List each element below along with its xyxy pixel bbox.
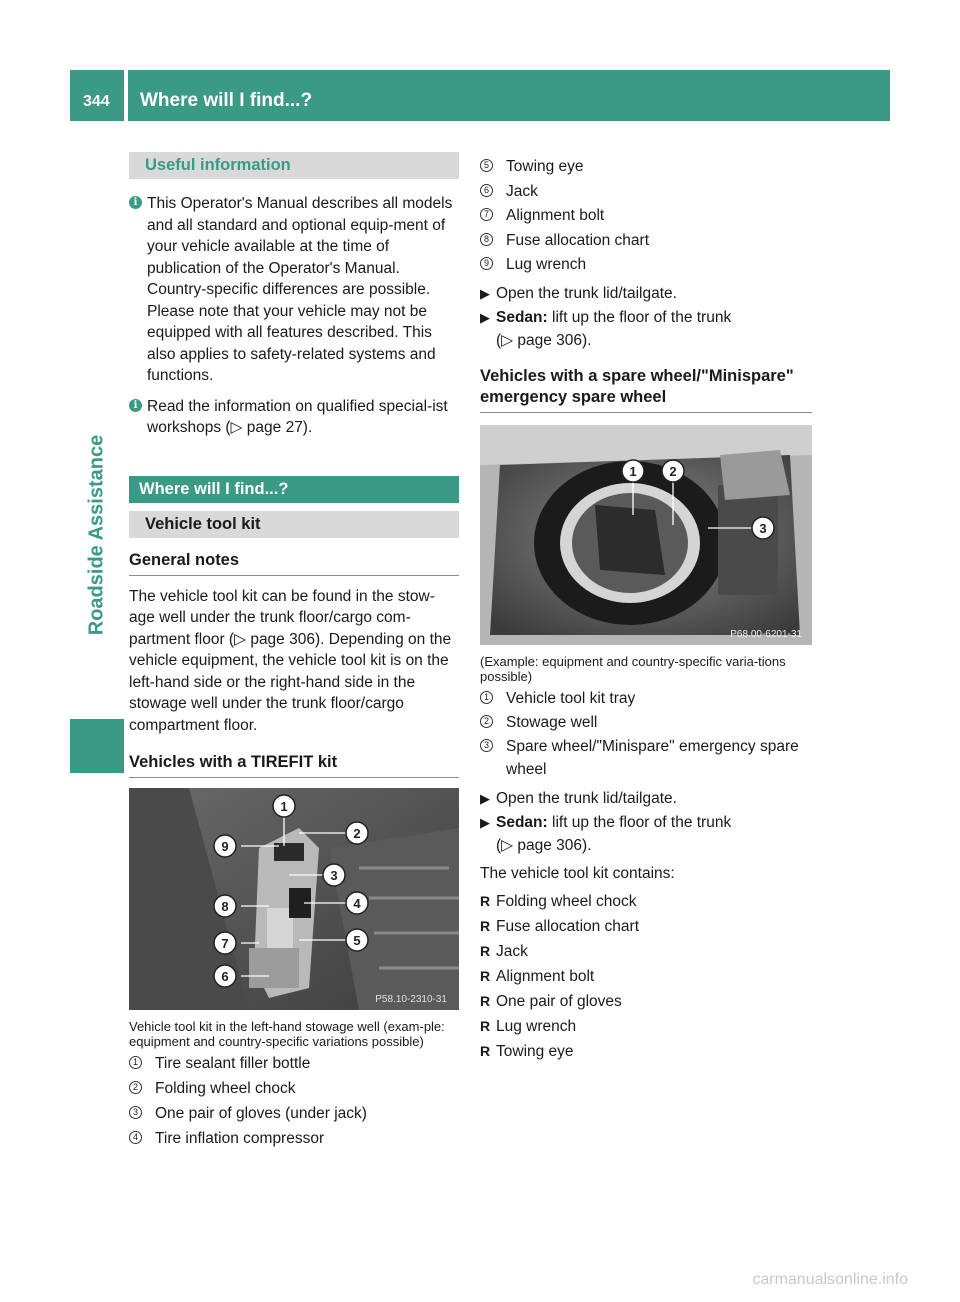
callout-number: 9: [480, 257, 493, 270]
list-item: [480, 1014, 812, 1039]
section-title: Where will I find...?: [139, 479, 289, 498]
callout-1: [273, 795, 295, 817]
list-item: [480, 914, 812, 939]
list-item-text: Fuse allocation chart: [496, 917, 640, 935]
r-bullet-icon: R: [480, 992, 491, 1009]
tool-kit-photo: [129, 788, 459, 1010]
svg-text:9: 9: [221, 839, 229, 854]
list-item: [480, 964, 812, 989]
legend-text: One pair of gloves (under jack): [155, 1105, 367, 1122]
callout-number: 1: [129, 1056, 142, 1069]
callout-3: [752, 517, 774, 539]
triangle-arrow-icon: ▶: [480, 791, 490, 806]
callout-2: [346, 822, 368, 844]
callout-6: [214, 965, 236, 987]
svg-text:2: 2: [353, 826, 361, 841]
list-item-text: Alignment bolt: [496, 967, 595, 985]
info-text: Read the information on qualified special-ist workshops (▷ page 27).: [147, 397, 448, 436]
figure-legend-continued: [480, 155, 812, 276]
figure-caption: Vehicle tool kit in the left-hand stowage well (exam-ple: equipment and country-specific variations possible): [129, 1019, 445, 1049]
svg-text:3: 3: [330, 868, 338, 883]
callout-9: [214, 835, 236, 857]
legend-item: [480, 735, 812, 781]
page-reference[interactable]: (▷ page 306).: [496, 332, 592, 349]
r-bullet-icon: R: [480, 1017, 491, 1034]
callout-number: 4: [129, 1131, 142, 1144]
list-item: [480, 989, 812, 1014]
svg-text:6: 6: [221, 969, 229, 984]
info-text: This Operator's Manual describes all models and all standard and optional equip-ment of your vehicle available at the time of publication of the Operator's Manual. Country-specific differences are possible. Please note that your vehicle may not be equipped with all features described. This also applies to safety-related systems and functions.: [147, 195, 453, 384]
legend-text: Stowage well: [506, 714, 598, 731]
step-label: Sedan:: [496, 814, 548, 831]
callout-number: 5: [480, 159, 493, 172]
tirefit-figure: [129, 788, 459, 1010]
r-bullet-icon: R: [480, 1042, 491, 1059]
general-notes-text: The vehicle tool kit can be found in the stow-age well under the trunk floor/cargo com-partment floor (▷ page 306). Depending on the vehicle equipment, the vehicle tool kit is on the left-hand side or the right-hand side in the stowage well under the trunk floor/cargo compartment floor.: [129, 587, 452, 734]
list-item: [480, 1039, 812, 1064]
info-note: [129, 396, 459, 439]
legend-item: [480, 687, 812, 710]
spare-wheel-photo: [480, 425, 812, 645]
section-header: [129, 476, 459, 503]
callout-number: 3: [129, 1106, 142, 1119]
useful-info-title: Useful information: [145, 156, 291, 174]
contents-list: [480, 889, 812, 1064]
callout-number: 6: [480, 184, 493, 197]
legend-item: [129, 1052, 459, 1075]
step-text: Open the trunk lid/tailgate.: [496, 790, 677, 807]
side-tab: [70, 140, 124, 700]
svg-text:2: 2: [669, 464, 677, 479]
callout-1: [622, 460, 644, 482]
step-text: lift up the floor of the trunk: [552, 309, 732, 326]
svg-text:1: 1: [629, 464, 637, 479]
legend-text: Spare wheel/"Minispare" emergency spare wheel: [506, 738, 799, 778]
step-text: lift up the floor of the trunk: [552, 814, 732, 831]
info-icon: i: [129, 196, 142, 209]
legend-item: [480, 229, 812, 252]
subsection-header: [129, 511, 459, 538]
callout-2: [662, 460, 684, 482]
callout-3: [323, 864, 345, 886]
action-step: [480, 787, 812, 810]
legend-item: [480, 204, 812, 227]
side-tab-label: Roadside Assistance: [85, 434, 108, 636]
action-step: [480, 282, 812, 305]
legend-text: Jack: [506, 182, 538, 200]
legend-text: Folding wheel chock: [155, 1080, 296, 1097]
page-title: Where will I find...?: [128, 70, 890, 121]
figure-caption: (Example: equipment and country-specific varia-tions possible): [480, 654, 786, 684]
svg-text:1: 1: [280, 799, 288, 814]
legend-item: [480, 155, 812, 178]
legend-text: Alignment bolt: [506, 207, 605, 224]
legend-item: [129, 1127, 459, 1150]
useful-info-header: [129, 152, 459, 179]
callout-number: 2: [129, 1081, 142, 1094]
right-column: [480, 155, 812, 1064]
list-item-text: One pair of gloves: [496, 992, 622, 1010]
footer-watermark[interactable]: carmanualsonline.info: [752, 1271, 908, 1288]
r-bullet-icon: R: [480, 892, 491, 909]
legend-text: Lug wrench: [506, 256, 587, 273]
page-reference[interactable]: (▷ page 306).: [496, 837, 592, 854]
list-item: [480, 889, 812, 914]
figure-code: P58.10-2310-31: [375, 994, 447, 1005]
callout-number: 8: [480, 233, 493, 246]
figure-code: P68.00-6201-31: [730, 629, 802, 640]
svg-text:3: 3: [759, 521, 767, 536]
list-item-text: Folding wheel chock: [496, 892, 637, 910]
triangle-arrow-icon: ▶: [480, 286, 490, 301]
spare-wheel-figure: [480, 425, 812, 645]
callout-number: 7: [480, 208, 493, 221]
figure-legend: [480, 687, 812, 781]
page-number: 344: [70, 70, 124, 121]
list-item-text: Lug wrench: [496, 1017, 577, 1035]
info-icon: i: [129, 399, 142, 412]
general-notes-heading: General notes: [129, 550, 459, 576]
legend-item: [480, 253, 812, 276]
legend-text: Vehicle tool kit tray: [506, 690, 636, 707]
callout-number: 2: [480, 715, 493, 728]
triangle-arrow-icon: ▶: [480, 310, 490, 325]
spare-wheel-heading: Vehicles with a spare wheel/"Minispare" emergency spare wheel: [480, 366, 812, 413]
callout-8: [214, 895, 236, 917]
callout-7: [214, 932, 236, 954]
info-note: [129, 193, 459, 387]
r-bullet-icon: R: [480, 942, 491, 959]
legend-item: [129, 1102, 459, 1125]
legend-item: [480, 711, 812, 734]
triangle-arrow-icon: ▶: [480, 815, 490, 830]
left-column: [129, 152, 459, 1150]
legend-text: Tire sealant filler bottle: [155, 1055, 311, 1072]
svg-text:4: 4: [353, 896, 361, 911]
legend-item: [129, 1077, 459, 1100]
callout-number: 1: [480, 691, 493, 704]
contains-intro: The vehicle tool kit contains:: [480, 865, 675, 882]
legend-text: Fuse allocation chart: [506, 231, 650, 249]
subsection-title: Vehicle tool kit: [145, 514, 261, 533]
page-header: [70, 70, 890, 121]
svg-text:8: 8: [221, 899, 229, 914]
r-bullet-icon: R: [480, 967, 491, 984]
callout-5: [346, 929, 368, 951]
svg-text:5: 5: [353, 933, 361, 948]
r-bullet-icon: R: [480, 917, 491, 934]
action-step: [480, 811, 812, 857]
list-item-text: Jack: [496, 942, 528, 960]
legend-text: Towing eye: [506, 158, 584, 175]
tirefit-heading: Vehicles with a TIREFIT kit: [129, 752, 459, 778]
callout-number: 3: [480, 739, 493, 752]
list-item: [480, 939, 812, 964]
list-item-text: Towing eye: [496, 1042, 574, 1060]
callout-4: [346, 892, 368, 914]
step-text: Open the trunk lid/tailgate.: [496, 285, 677, 302]
legend-item: [480, 180, 812, 203]
legend-text: Tire inflation compressor: [155, 1130, 325, 1147]
figure-legend: [129, 1052, 459, 1150]
action-step: [480, 306, 812, 352]
svg-text:7: 7: [221, 936, 229, 951]
side-tab-marker: [70, 719, 124, 773]
step-label: Sedan:: [496, 309, 548, 326]
